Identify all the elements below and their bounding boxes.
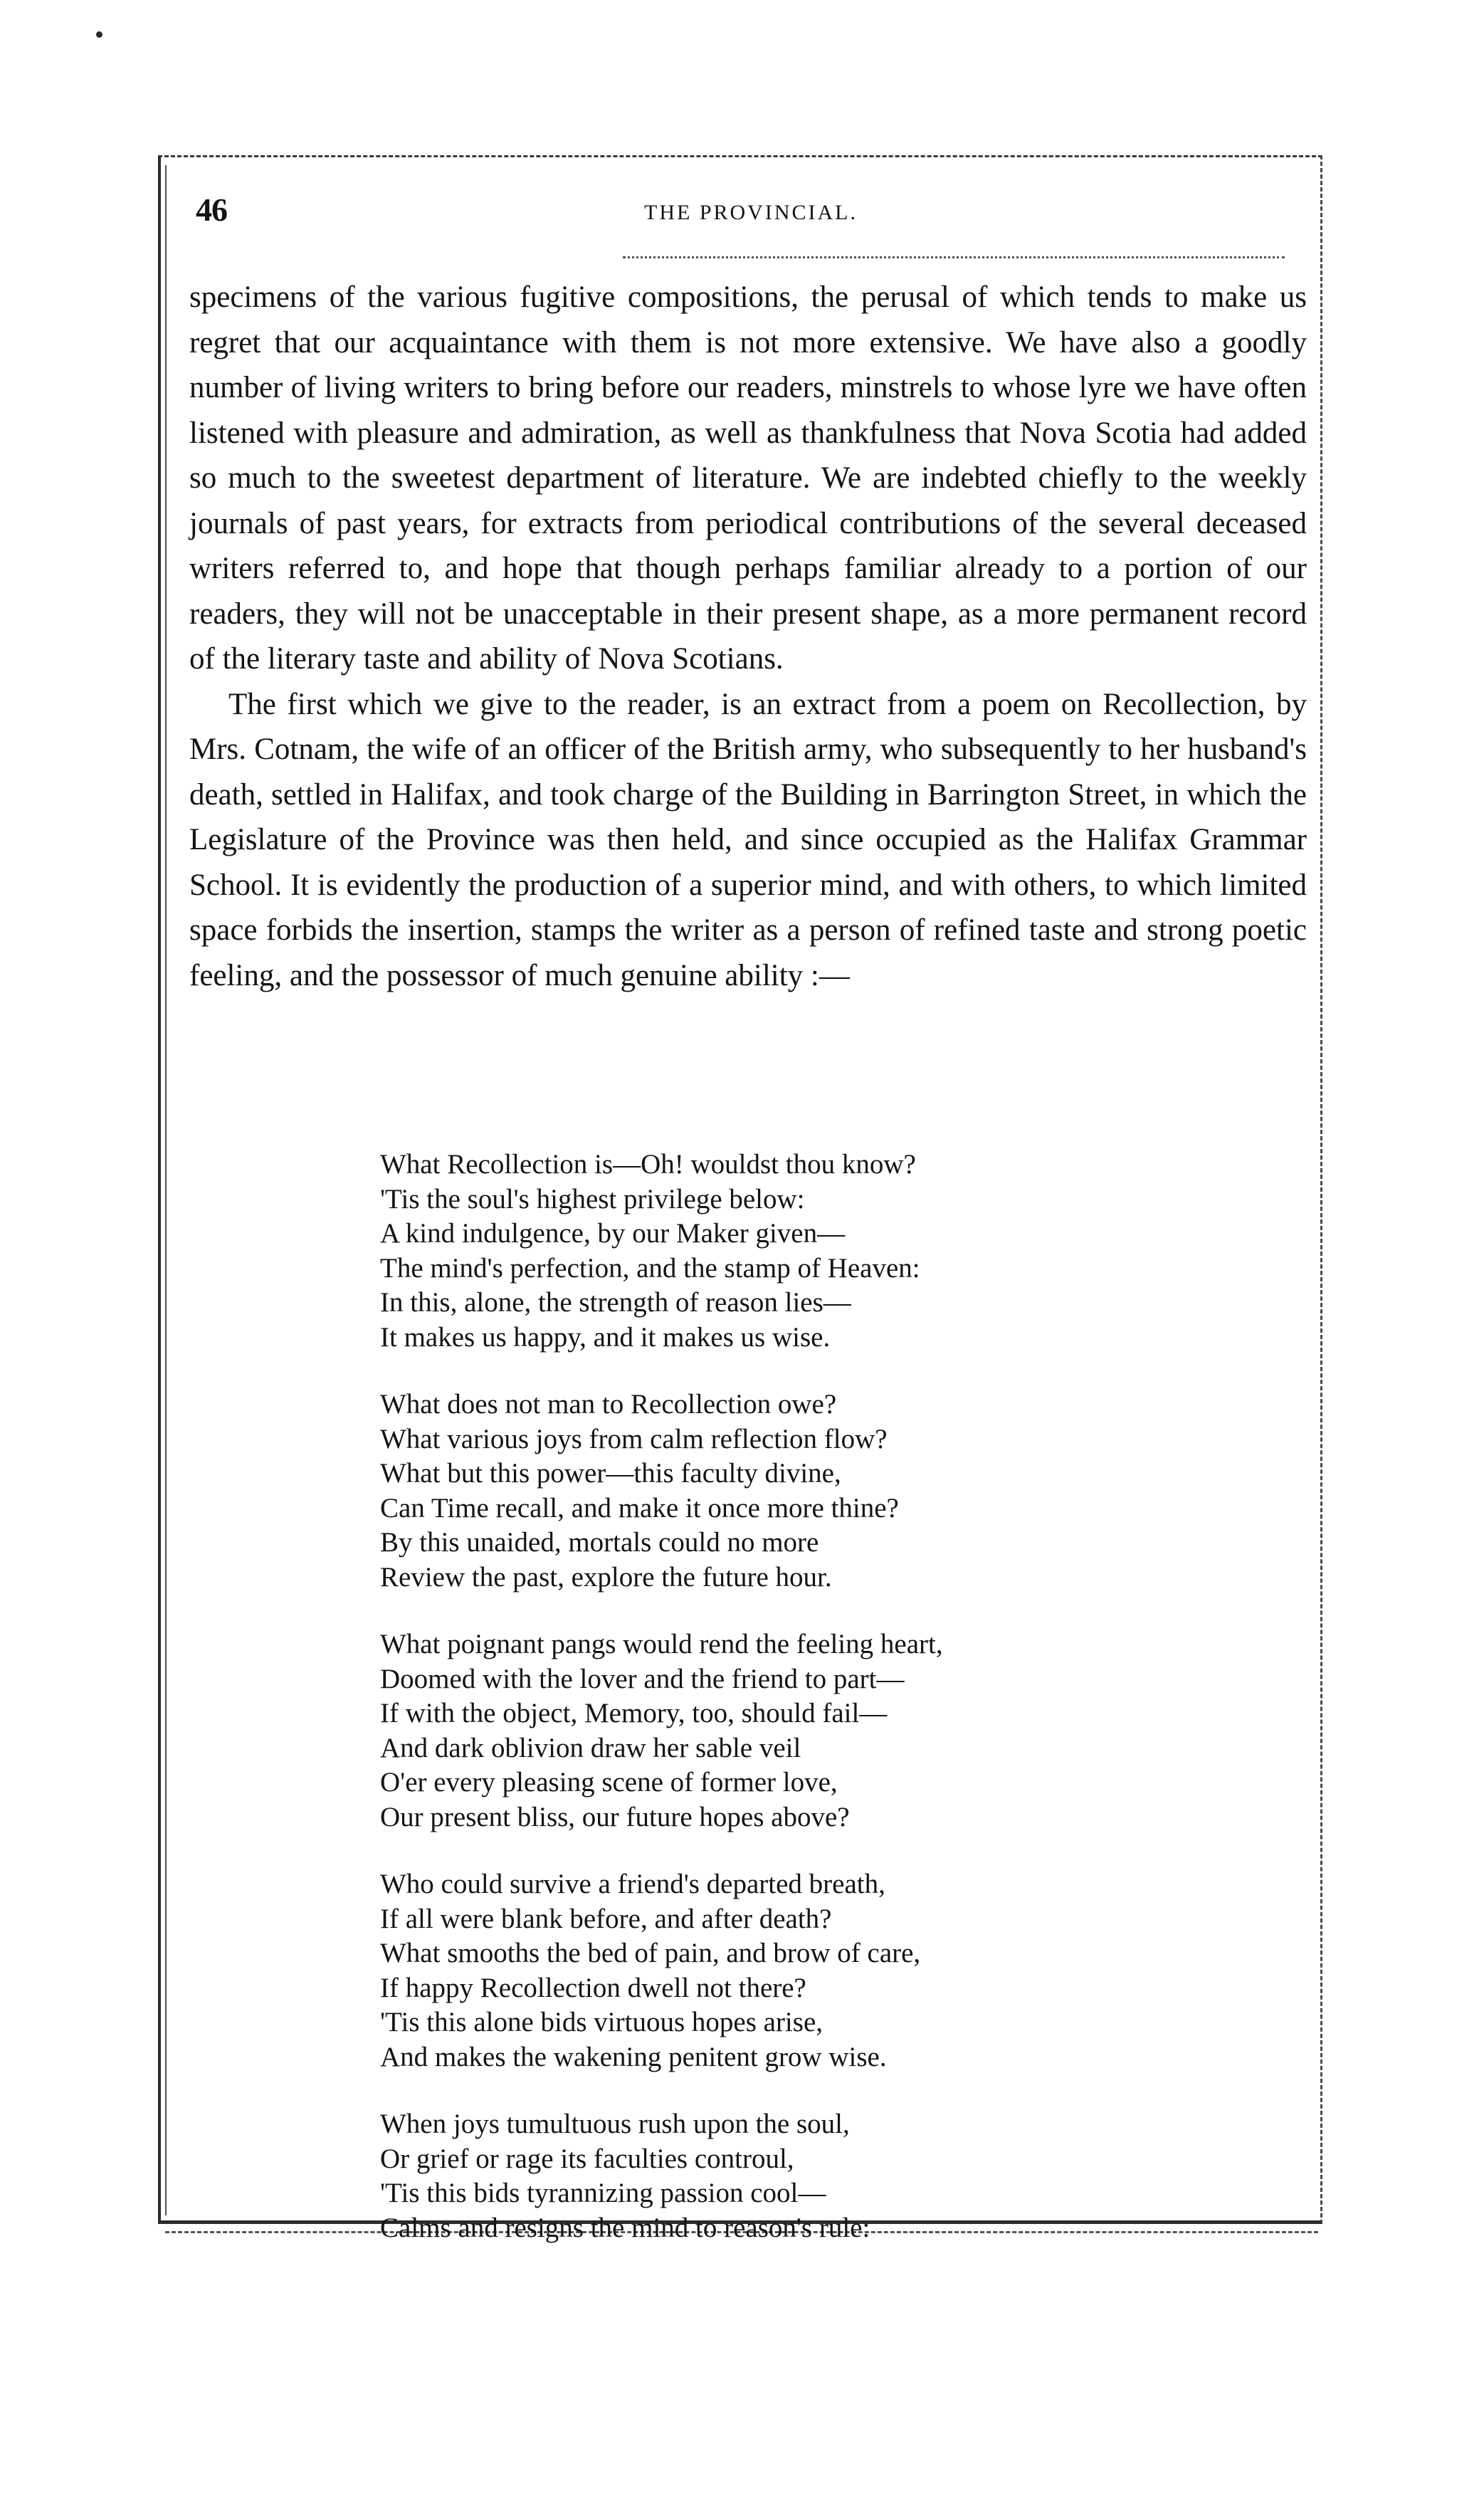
- paragraph: specimens of the various fugitive compositions, the perusal of which tends to make us regret that our acquaintance with them is not more extensive. We have also a goodly number of living writers to bring before our readers, minstrels to whose lyre we have often listened with pleasure and admiration, as well as thankfulness that Nova Scotia had added so much to the sweetest department of literature. We are indebted chiefly to the weekly journals of past years, for extracts from periodical contributions of the several deceased writers referred to, and hope that though perhaps familiar already to a portion of our readers, they will not be unacceptable in their present shape, as a more permanent record of the literary taste and ability of Nova Scotians.: [189, 280, 1307, 676]
- poem-line: If happy Recollection dwell not there?: [380, 1972, 806, 2003]
- stanza: [380, 1627, 1177, 1835]
- inner-border-left: [165, 165, 167, 2215]
- stanza: [380, 2107, 1177, 2245]
- poem-line: Who could survive a friend's departed breath,: [380, 1869, 885, 1899]
- poem-line: Can Time recall, and make it once more thine?: [380, 1492, 899, 1523]
- poem-line: Review the past, explore the future hour.: [380, 1561, 832, 1593]
- poem-line: The mind's perfection, and the stamp of Heaven:: [380, 1252, 920, 1284]
- poem-line: What poignant pangs would rend the feeling heart,: [380, 1629, 943, 1659]
- poem-line: What but this power—this faculty divine,: [380, 1458, 841, 1489]
- ink-speck: [96, 31, 102, 38]
- poem-line: Our present bliss, our future hopes above?: [380, 1801, 850, 1832]
- poem-line: A kind indulgence, by our Maker given—: [380, 1218, 846, 1249]
- poem-line: It makes us happy, and it makes us wise.: [380, 1321, 831, 1353]
- poem-line: What Recollection is—Oh! wouldst thou know?: [380, 1149, 916, 1180]
- stanza: [380, 1387, 1177, 1595]
- poem-line: If all were blank before, and after death?: [380, 1903, 832, 1934]
- poem-line: In this, alone, the strength of reason lies—: [380, 1287, 851, 1318]
- poem-line: O'er every pleasing scene of former love,: [380, 1767, 838, 1798]
- running-title: THE PROVINCIAL.: [644, 201, 858, 224]
- poem-line: 'Tis this bids tyrannizing passion cool—: [380, 2178, 826, 2208]
- page-number: 46: [196, 192, 227, 228]
- poem-line: And makes the wakening penitent grow wise.: [380, 2041, 887, 2072]
- page-header: [189, 191, 1313, 241]
- poem-line: What smooths the bed of pain, and brow of care,: [380, 1938, 921, 1968]
- poem-extract: [380, 1148, 1177, 2245]
- poem-line: What does not man to Recollection owe?: [380, 1389, 837, 1420]
- stanza: [380, 1867, 1177, 2074]
- poem-line: 'Tis the soul's highest privilege below:: [380, 1183, 805, 1214]
- poem-line: Calms and resigns the mind to reason's rule:: [380, 2212, 870, 2243]
- poem-line: By this unaided, mortals could no more: [380, 1527, 819, 1558]
- header-rule: [623, 256, 1285, 258]
- poem-line: Doomed with the lover and the friend to part—: [380, 1663, 905, 1694]
- poem-line: What various joys from calm reflection flow?: [380, 1423, 888, 1454]
- poem-line: 'Tis this alone bids virtuous hopes arise,: [380, 2007, 823, 2037]
- poem-line: Or grief or rage its faculties controul,: [380, 2143, 794, 2174]
- body-text: [189, 275, 1307, 998]
- stanza: [380, 1148, 1177, 1355]
- poem-line: And dark oblivion draw her sable veil: [380, 1732, 801, 1763]
- poem-line: When joys tumultuous rush upon the soul,: [380, 2109, 850, 2139]
- poem-line: If with the object, Memory, too, should fail—: [380, 1698, 888, 1728]
- paragraph: The first which we give to the reader, is an extract from a poem on Recollection, by Mrs. Cotnam, the wife of an officer of the British army, who subsequently to her husband's death, settled in Halifax, and took charge of the Building in Barrington Street, in which the Legislature of the Province was then held, and since occupied as the Halifax Grammar School. It is evidently the production of a superior mind, and with others, to which limited space forbids the insertion, stamps the writer as a person of refined taste and strong poetic feeling, and the possessor of much genuine ability :—: [189, 687, 1307, 992]
